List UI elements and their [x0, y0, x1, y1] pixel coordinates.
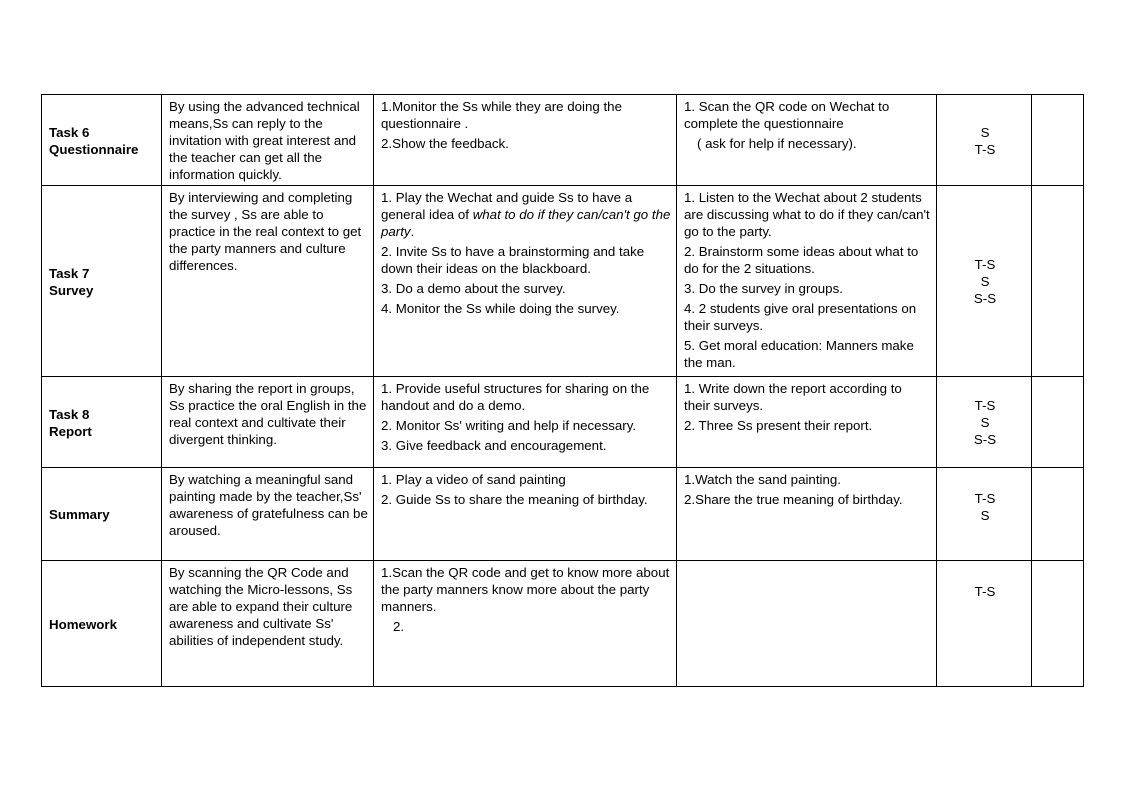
- task-label: Task 7: [49, 265, 90, 281]
- student-step: 1. Write down the report according to their surveys.: [684, 381, 902, 413]
- empty-cell: [1032, 186, 1084, 377]
- student-step: 1. Scan the QR code on Wechat to complete the questionnaire: [684, 99, 890, 131]
- student-step: 1. Listen to the Wechat about 2 students are discussing what to do if they can/can't go to the party.: [684, 190, 930, 239]
- mode-label: S: [980, 415, 990, 430]
- empty-cell: [1032, 468, 1084, 561]
- teacher-step: 2. Monitor Ss' writing and help if necessary.: [381, 418, 637, 433]
- task-label: Report: [49, 423, 92, 439]
- task-cell: [42, 95, 162, 186]
- task-cell: [42, 468, 162, 561]
- teacher-step: 1.Scan the QR code and get to know more about the party manners know more about the party manners.: [381, 565, 670, 614]
- teacher-step: 3. Give feedback and encouragement.: [381, 438, 607, 453]
- aim-cell: By interviewing and completing the survey , Ss are able to practice in the real context to get the party manners and culture differences.: [162, 186, 374, 377]
- mode-label: T-S: [974, 257, 996, 272]
- teacher-activity-cell: [374, 377, 677, 468]
- mode-label: S: [980, 124, 990, 140]
- student-step: 4. 2 students give oral presentations on their surveys.: [684, 301, 917, 333]
- table-row: [42, 468, 1084, 561]
- interaction-mode-cell: [937, 468, 1032, 561]
- interaction-mode-cell: [937, 561, 1032, 687]
- teacher-step: 2.Show the feedback.: [381, 136, 509, 151]
- mode-label: T-S: [974, 398, 996, 413]
- mode-label: T-S: [974, 584, 996, 599]
- task-cell: [42, 186, 162, 377]
- task-label: Task 6: [49, 124, 90, 140]
- teacher-activity-cell: [374, 95, 677, 186]
- mode-label: T-S: [974, 141, 996, 157]
- student-activity-cell: [677, 561, 937, 687]
- teacher-step: 2.: [393, 619, 405, 634]
- task-label: Homework: [49, 616, 117, 632]
- interaction-mode-cell: [937, 95, 1032, 186]
- task-label: Questionnaire: [49, 141, 139, 157]
- task-label: Task 8: [49, 406, 90, 422]
- aim-cell: By sharing the report in groups, Ss practice the oral English in the real context and cultivate their divergent thinking.: [162, 377, 374, 468]
- teacher-step: 1. Play a video of sand painting: [381, 472, 566, 487]
- table-row: [42, 95, 1084, 186]
- teacher-step: 1. Play the Wechat and guide Ss to have a general idea of what to do if they can/can't go the party.: [381, 190, 671, 239]
- empty-cell: [1032, 377, 1084, 468]
- task-cell: [42, 377, 162, 468]
- teacher-step: 3. Do a demo about the survey.: [381, 281, 566, 296]
- teacher-activity-cell: [374, 468, 677, 561]
- student-step: 2.Share the true meaning of birthday.: [684, 492, 903, 507]
- teacher-activity-cell: [374, 186, 677, 377]
- mode-label: S-S: [973, 291, 997, 306]
- table-row: [42, 377, 1084, 468]
- empty-cell: [1032, 561, 1084, 687]
- teacher-step: 2. Guide Ss to share the meaning of birthday.: [381, 492, 648, 507]
- student-activity-cell: [677, 186, 937, 377]
- aim-cell: By using the advanced technical means,Ss can reply to the invitation with great interest and the teacher can get all the information quickly.: [162, 95, 374, 186]
- task-cell: [42, 561, 162, 687]
- task-label: Survey: [49, 282, 94, 298]
- aim-cell: By watching a meaningful sand painting made by the teacher,Ss' awareness of gratefulness can be aroused.: [162, 468, 374, 561]
- teacher-activity-cell: [374, 561, 677, 687]
- student-step: 3. Do the survey in groups.: [684, 281, 843, 296]
- student-step: 1.Watch the sand painting.: [684, 472, 841, 487]
- task-label: Summary: [49, 507, 110, 522]
- table-row: [42, 186, 1084, 377]
- table-row: [42, 561, 1084, 687]
- lesson-plan-table: [41, 94, 1084, 687]
- teacher-step: 2. Invite Ss to have a brainstorming and take down their ideas on the blackboard.: [381, 244, 645, 276]
- mode-label: T-S: [974, 491, 996, 506]
- italic-phrase: what to do if they can/can't go the party: [381, 207, 671, 239]
- mode-label: S-S: [973, 432, 997, 447]
- interaction-mode-cell: [937, 186, 1032, 377]
- empty-cell: [1032, 95, 1084, 186]
- student-step: 2. Brainstorm some ideas about what to do for the 2 situations.: [684, 244, 919, 276]
- student-activity-cell: [677, 377, 937, 468]
- mode-label: S: [980, 274, 990, 289]
- student-step: 2. Three Ss present their report.: [684, 418, 873, 433]
- student-step: ( ask for help if necessary).: [697, 136, 857, 151]
- teacher-step: 1. Provide useful structures for sharing on the handout and do a demo.: [381, 381, 650, 413]
- mode-label: S: [980, 508, 990, 523]
- teacher-step: 4. Monitor the Ss while doing the survey.: [381, 301, 620, 316]
- student-step: 5. Get moral education: Manners make the man.: [684, 338, 914, 370]
- interaction-mode-cell: [937, 377, 1032, 468]
- aim-cell: By scanning the QR Code and watching the Micro-lessons, Ss are able to expand their culture awareness and cultivate Ss' abilities of independent study.: [162, 561, 374, 687]
- student-activity-cell: [677, 95, 937, 186]
- student-activity-cell: [677, 468, 937, 561]
- teacher-step: 1.Monitor the Ss while they are doing the questionnaire .: [381, 99, 622, 131]
